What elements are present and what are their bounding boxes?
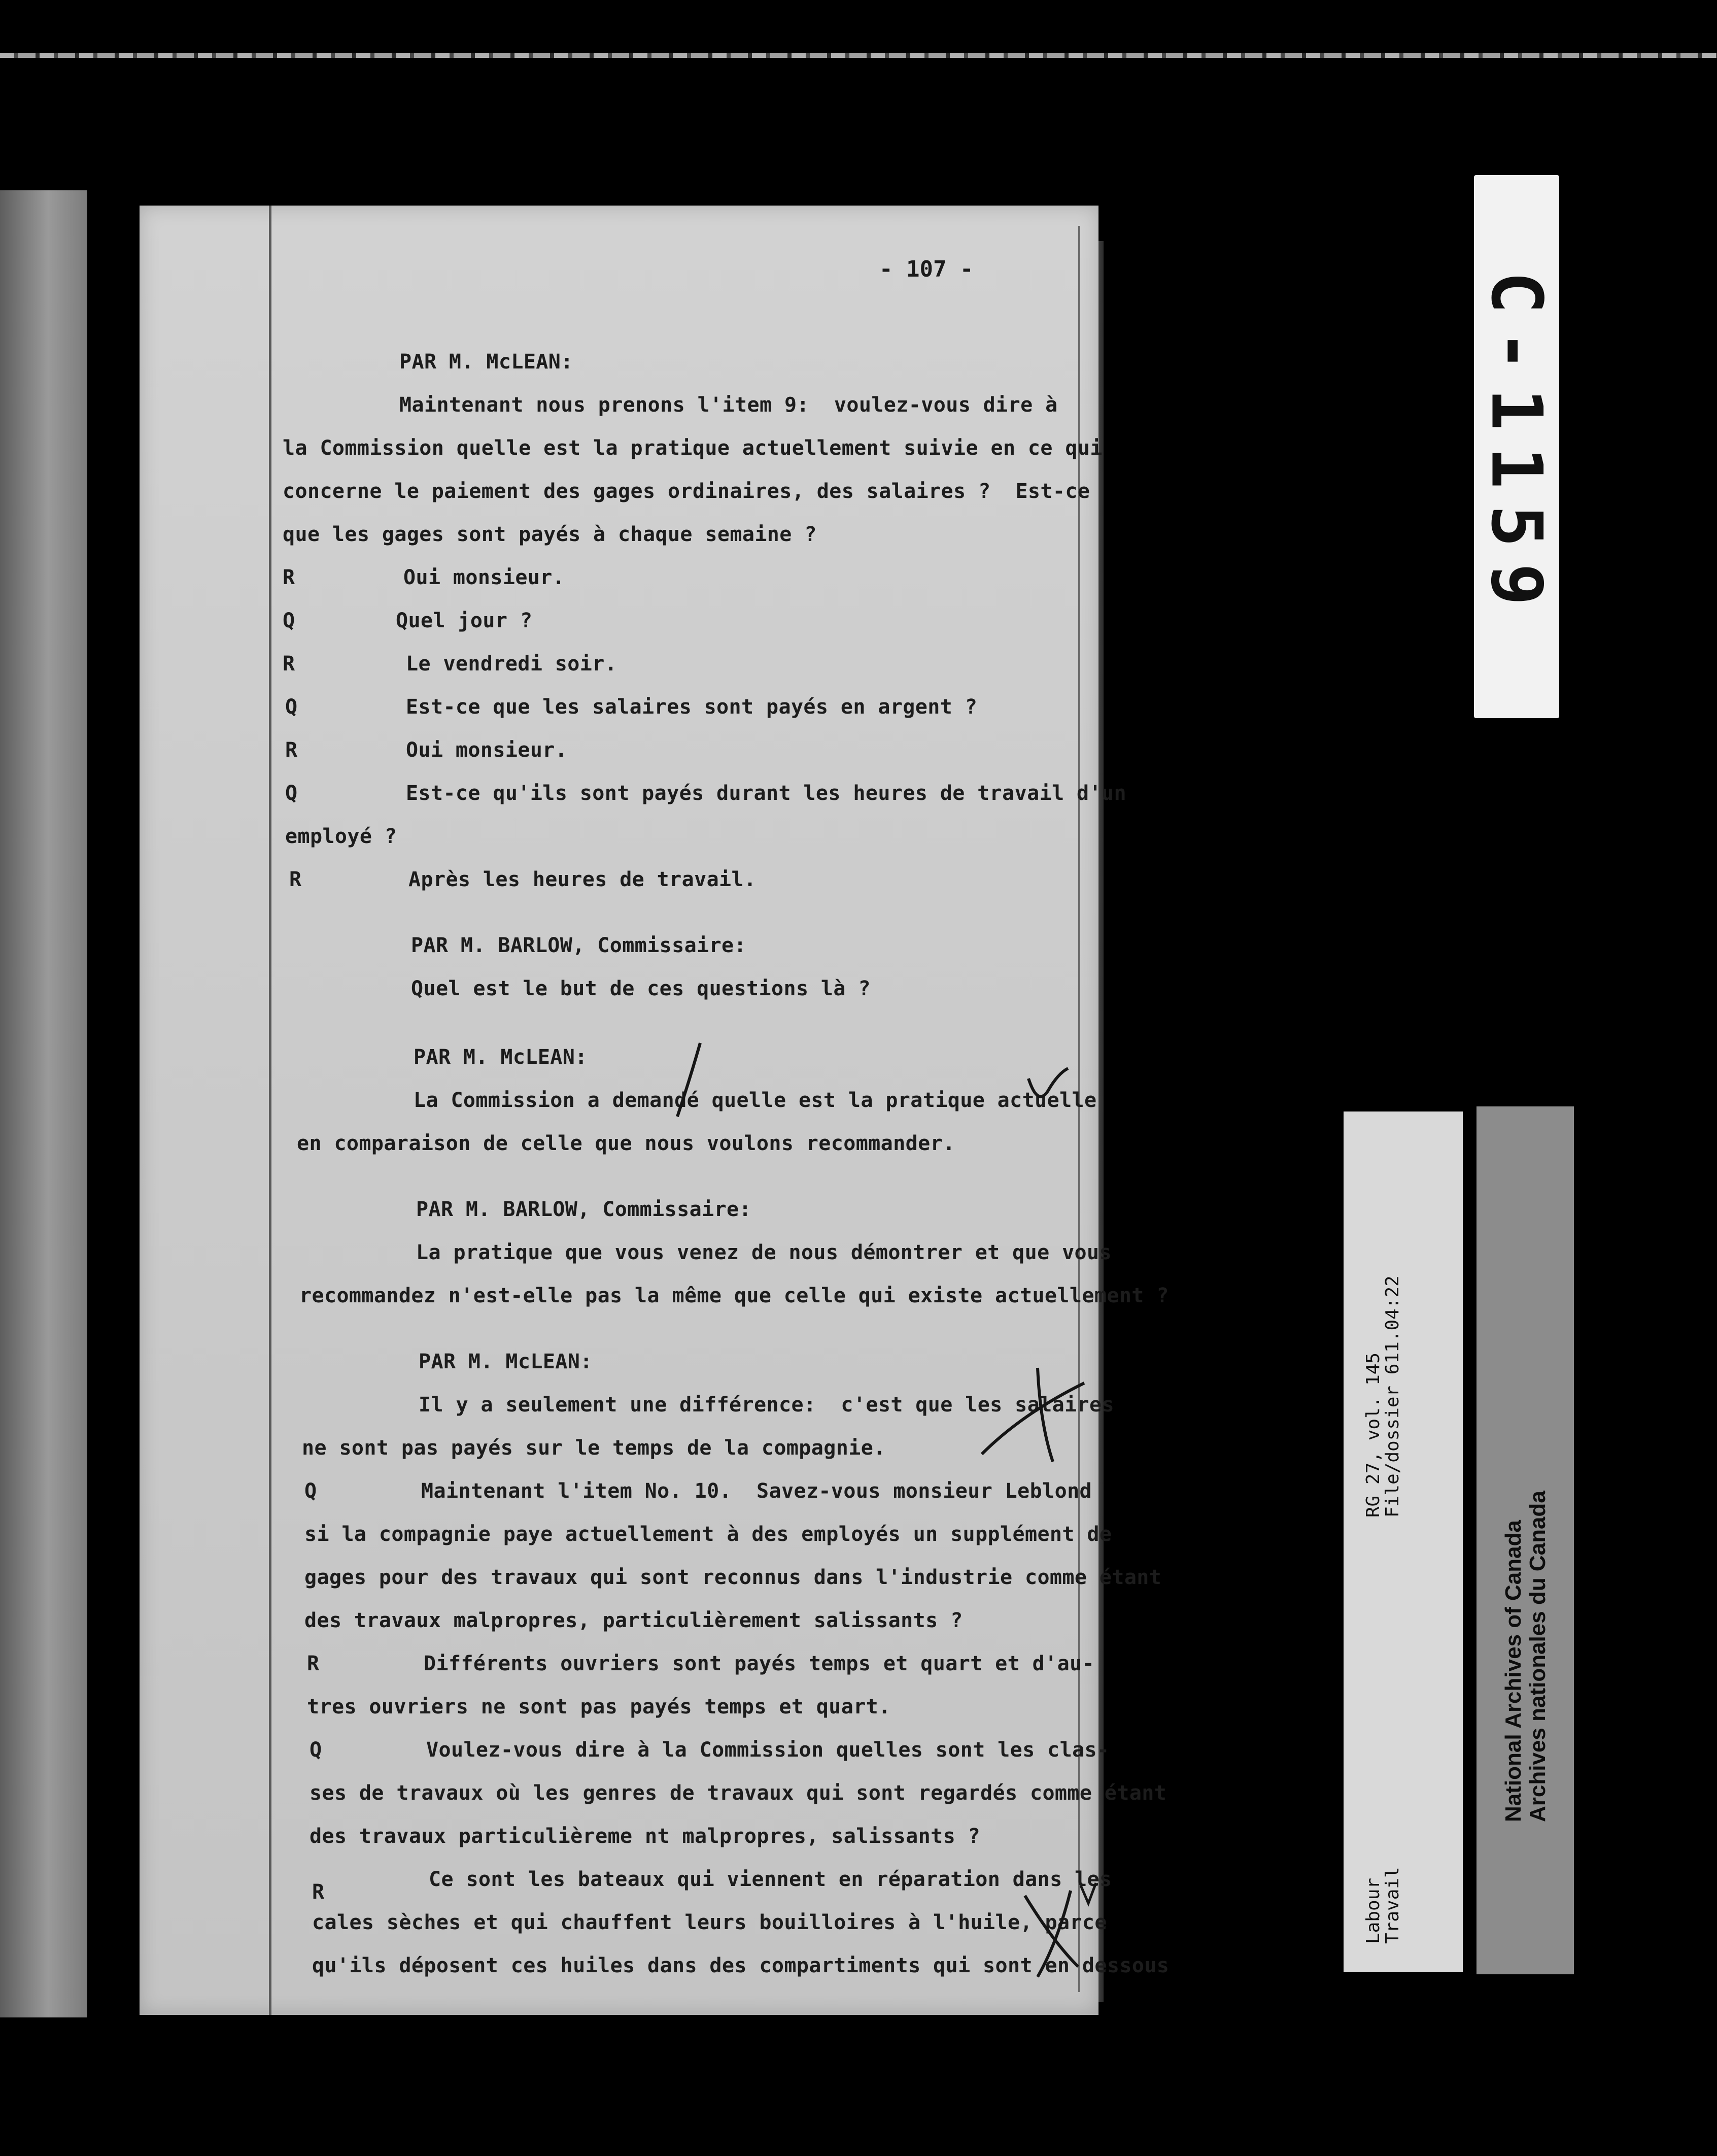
text-line: ses de travaux où les genres de travaux qui sont regardés comme étant <box>310 1781 1167 1805</box>
qa-text: Quel jour ? <box>396 609 533 632</box>
qa-text: Le vendredi soir. <box>406 652 617 676</box>
qa-mark: Q <box>285 695 298 719</box>
qa-text: Est-ce que les salaires sont payés en argent ? <box>406 695 978 719</box>
text-line: tres ouvriers ne sont pas payés temps et quart. <box>307 1695 891 1719</box>
speaker-heading: PAR M. BARLOW, Commissaire: <box>416 1198 752 1221</box>
text-line: des travaux malpropres, particulièrement salissants ? <box>304 1609 963 1632</box>
qa-text: Ce sont les bateaux qui viennent en réparation dans les <box>429 1868 1112 1891</box>
text-line: la Commission quelle est la pratique actuellement suivie en ce qui <box>283 436 1103 460</box>
qa-text: Oui monsieur. <box>406 738 568 762</box>
speaker-heading: PAR M. McLEAN: <box>399 350 573 374</box>
film-edge-rule <box>0 53 1717 58</box>
text-line: en comparaison de celle que nous voulons recommander. <box>297 1132 955 1155</box>
qa-mark: R <box>312 1880 325 1904</box>
speaker-heading: PAR M. BARLOW, Commissaire: <box>411 934 747 957</box>
frame-number: C-1159 <box>1475 271 1558 622</box>
qa-mark: R <box>307 1652 320 1675</box>
qa-mark: R <box>289 868 302 891</box>
qa-mark: R <box>285 738 298 762</box>
speaker-heading: PAR M. McLEAN: <box>414 1046 588 1069</box>
reference-rg: RG 27, vol. 145 <box>1363 1352 1384 1518</box>
text-line: Maintenant nous prenons l'item 9: voulez-vous dire à <box>399 393 1058 417</box>
brand-french: Archives nationales du Canada <box>1525 1491 1550 1822</box>
qa-text: Est-ce qu'ils sont payés durant les heures de travail d'un <box>406 782 1126 805</box>
archive-reference-label <box>1344 1111 1463 1972</box>
speaker-heading: PAR M. McLEAN: <box>419 1350 593 1373</box>
qa-mark: Q <box>285 782 298 805</box>
qa-mark: R <box>283 566 295 589</box>
qa-mark: R <box>283 652 295 676</box>
text-line: si la compagnie paye actuellement à des employés un supplément de <box>304 1523 1112 1546</box>
text-line: qu'ils déposent ces huiles dans des compartiments qui sont en dessous <box>312 1954 1170 1977</box>
text-line: cales sèches et qui chauffent leurs bouilloires à l'huile, parce <box>312 1911 1107 1934</box>
text-line: Quel est le but de ces questions là ? <box>411 977 871 1000</box>
text-line: La Commission a demandé quelle est la pratique actuelle <box>414 1089 1097 1112</box>
qa-text: Maintenant l'item No. 10. Savez-vous monsieur Leblond <box>421 1479 1092 1503</box>
margin-rule <box>269 206 271 2015</box>
frame-number-stamp <box>1474 175 1559 718</box>
text-line: ne sont pas payés sur le temps de la compagnie. <box>302 1436 886 1460</box>
qa-text: Oui monsieur. <box>403 566 565 589</box>
qa-text: Voulez-vous dire à la Commission quelles sont les clas- <box>426 1738 1110 1762</box>
reference-file: File/dossier 611.04:22 <box>1382 1275 1403 1518</box>
page-number: - 107 - <box>879 256 974 282</box>
typed-page <box>140 206 1170 2015</box>
reference-travail: Travail <box>1382 1867 1403 1944</box>
text-line: gages pour des travaux qui sont reconnus dans l'industrie comme étant <box>304 1566 1162 1589</box>
text-line: que les gages sont payés à chaque semaine ? <box>283 523 817 546</box>
qa-text: Différents ouvriers sont payés temps et quart et d'au- <box>424 1652 1095 1675</box>
brand-english: National Archives of Canada <box>1501 1520 1526 1822</box>
qa-mark: Q <box>310 1738 322 1762</box>
text-line: La pratique que vous venez de nous démontrer et que vous <box>416 1241 1112 1264</box>
qa-mark: Q <box>283 609 295 632</box>
qa-text: Après les heures de travail. <box>408 868 757 891</box>
adjacent-page-edge <box>0 190 87 2017</box>
text-line: des travaux particulièreme nt malpropres, salissants ? <box>310 1825 981 1848</box>
text-line: employé ? <box>285 825 397 848</box>
text-line: concerne le paiement des gages ordinaires, des salaires ? Est-ce <box>283 480 1090 503</box>
archive-brand-label <box>1476 1106 1574 1974</box>
text-line: Il y a seulement une différence: c'est que les salaires <box>419 1393 1114 1417</box>
text-line: recommandez n'est-elle pas la même que celle qui existe actuellement ? <box>299 1284 1169 1307</box>
reference-labour: Labour <box>1363 1877 1384 1944</box>
qa-mark: Q <box>304 1479 317 1503</box>
